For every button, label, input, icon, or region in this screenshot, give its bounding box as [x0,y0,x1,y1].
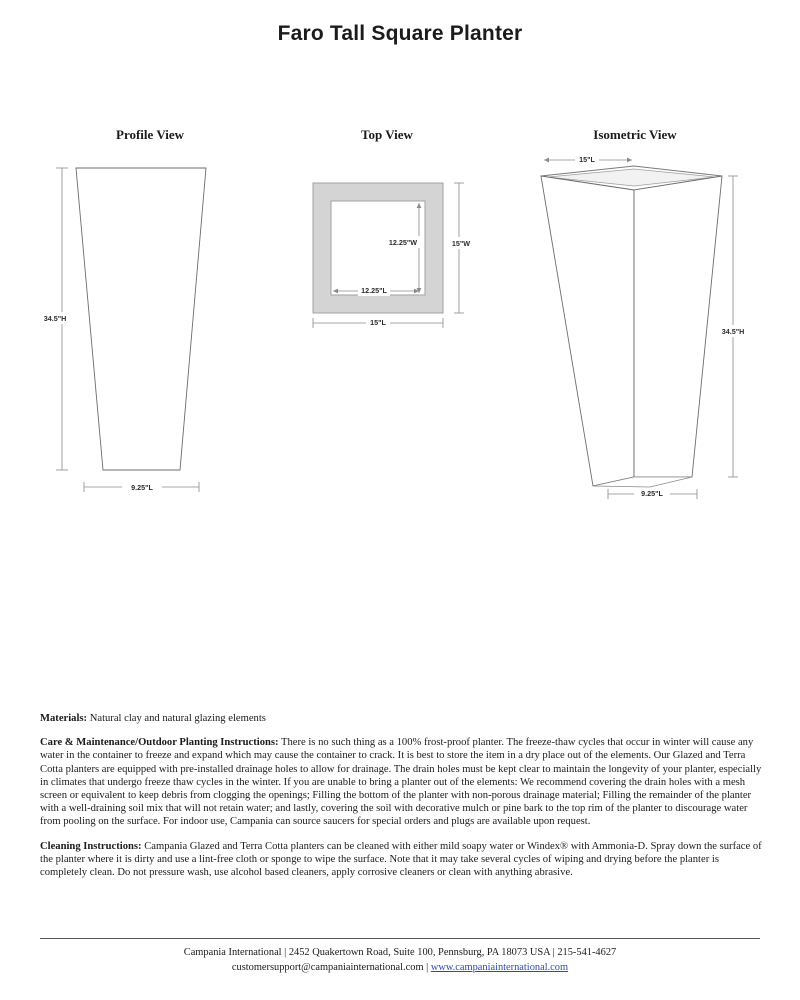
page-title: Faro Tall Square Planter [277,22,523,45]
profile-bottom-dim-text: 9.25"L [131,483,153,492]
specifications-text [40,712,762,879]
iso-top-arrow-left [544,158,549,163]
profile-view-label: Profile View [116,127,184,142]
top-inner-length-dim-text: 12.25"L [361,286,387,295]
profile-view-drawing [38,168,206,493]
top-view-label: Top View [361,127,413,142]
footer-email[interactable]: customersupport@campaniainternational.com [231,961,424,973]
cleaning-label: Cleaning Instructions: [40,840,142,852]
isometric-view-drawing [541,154,751,499]
isometric-view-label: Isometric View [593,127,677,142]
materials-text: Natural clay and natural glazing elements [87,713,266,724]
top-outer-length-dim-text: 15"L [370,318,386,327]
top-outer-width-dim-text: 15"W [451,239,471,248]
footer-website-link[interactable]: www.campaniainternational.com [430,961,569,973]
iso-left-face [541,176,634,486]
footer-contact-line [0,961,800,976]
footer-address-line: Campania International | 2452 Quakertown Road, Suite 100, Pennsburg, PA 18073 USA | 215-541-4627 [183,947,617,958]
footer [0,946,800,975]
materials-label: Materials: [40,713,88,724]
care-label: Care & Maintenance/Outdoor Planting Instructions: [40,737,279,749]
materials-paragraph [40,712,762,725]
footer-divider [40,938,760,939]
profile-planter-outline [76,168,206,470]
iso-right-face [634,176,722,477]
top-inner-width-dim-text: 12.25"W [388,238,418,247]
iso-top-dim-text: 15"L [579,155,595,164]
footer-separator: | [423,961,431,973]
iso-height-dim-text: 34.5"H [721,327,745,336]
profile-height-dim-text: 34.5"H [43,314,67,323]
care-text: There is no such thing as a 100% frost-proof planter. The freeze-thaw cycles that occur in winter will cause any water in the container to freeze and expand which may cause the container to crack. It is best to store the item in a dry place out of the elements. Our Glazed and Terra Cotta planters are equipped with pre-installed drainage holes to allow for drainage. The drain holes must be kept clear to maintain the longevity of your planter, especially in climates that undergo freeze thaw cycles in the winter. If you are unable to bring a planter out of the elements: We recommend covering the drain holes with a mesh screen or equivalent to keep debris from clogging the openings; Filling the bottom of the planter with non-porous drainage material; Filling the remainder of the planter with a well-draining soil mix that will not retain water; and lastly, covering the soil with decorative mulch or pine bark to the top rim of the planter to discourage water from pooling on the surface. For indoor use, Campania can source saucers for special orders and plugs are available upon request. [40,737,762,828]
cleaning-paragraph [40,840,762,880]
iso-top-arrow-right [627,158,632,163]
top-view-drawing [313,183,474,328]
iso-bottom-dim-text: 9.25"L [641,489,663,498]
care-paragraph [40,736,762,828]
cleaning-text: Campania Glazed and Terra Cotta planters can be cleaned with either mild soapy water or Windex® with Ammonia-D. Spray down the surface of the planter where it is dirty and use a lint-free cloth or sponge to wipe the surface. Note that it may take several cycles of wiping and drying before the planter is completely clean. Do not pressure wash, use alcohol based cleaners, apply corrosive cleaners or clean with anything abrasive. [40,840,762,879]
